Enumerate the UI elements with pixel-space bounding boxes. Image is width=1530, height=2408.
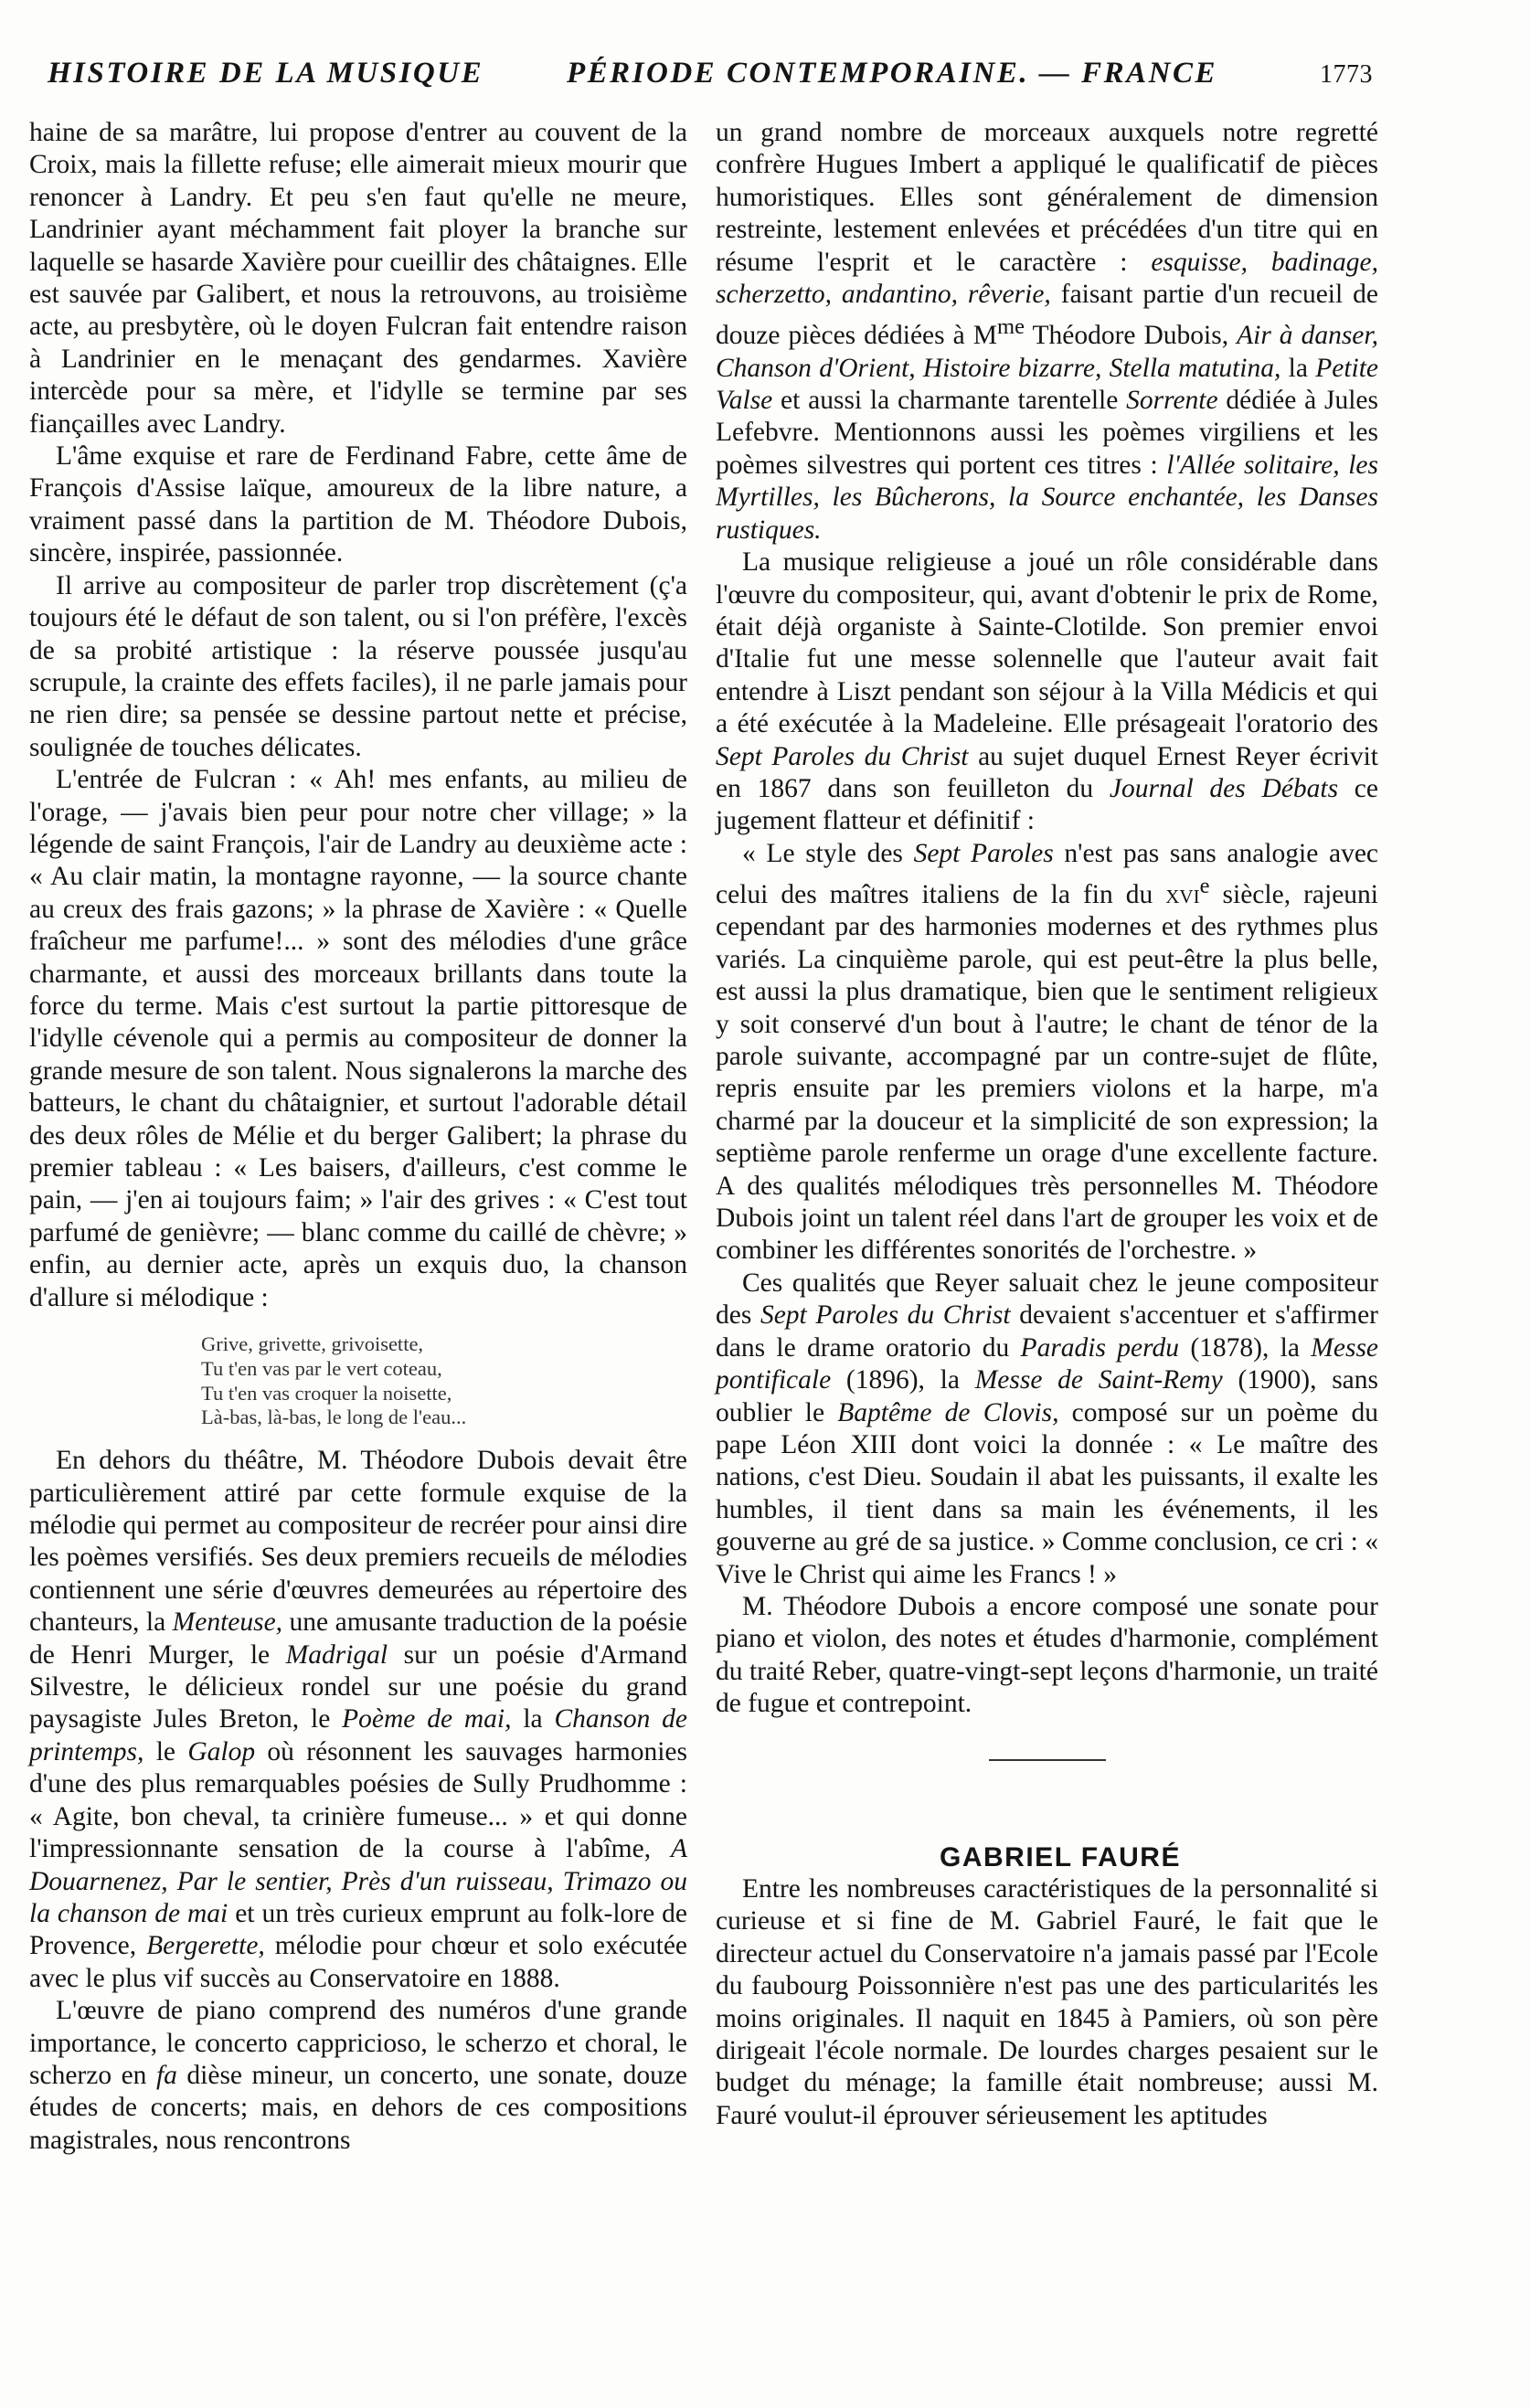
work-title: Sept Paroles du Christ (716, 741, 969, 771)
poem-quotation (201, 1332, 687, 1430)
work-title: Messe de Saint-Remy (974, 1365, 1223, 1395)
left-column (29, 117, 687, 2157)
work-title: Poème de mai, (342, 1704, 512, 1734)
work-title: Sorrente (1126, 386, 1218, 416)
right-column (716, 117, 1378, 2132)
work-title: Sept Paroles (913, 838, 1054, 868)
work-title: A Douarnenez, Par le sentier, Près d'un ruisseau, Trimazo ou la chanson de mai (29, 1834, 687, 1928)
work-title: Chanson de printemps, (29, 1704, 688, 1766)
paragraph: un grand nombre de morceaux auxquels notre regretté confrère Hugues Imbert a appliqué le qualificatif de pièces humoristiques. Elles sont généralement de dimension restreinte, lestement enlevées et précédées d'un titre qui en résume l'esprit et le caractère : esquisse, badinage, scherzetto, andantino, rêverie, faisant partie d'un recueil de douze pièces dédiées à $M^{me}$ Théodore Dubois, Air à danser, Chanson d'Orient, Histoire bizarre, Stella matutina, la Petite Valse et aussi la charmante tarentelle Sorrente dédiée à Jules Lefebvre. Mentionnons aussi les poèmes virgiliens et les poèmes silvestres qui portent ces titres : l'Allée solitaire, les Myrtilles, les Bûcherons, la Source enchantée, les Danses rustiques. (716, 118, 1378, 545)
header-section-title: PÉRIODE CONTEMPORAINE. — FRANCE (567, 57, 1217, 90)
work-title: Galop (187, 1736, 256, 1766)
running-header (48, 57, 1375, 99)
paragraph: La musique religieuse a joué un rôle considérable dans l'œuvre du compositeur, qui, avant d'obtenir le prix de Rome, était déjà organiste à Sainte-Clotilde. Son premier envoi d'Italie fut une messe solennelle que l'auteur avait fait entendre à Liszt pendant son séjour à la Villa Médicis et qui a été exécutée à la Madeleine. Elle présageait l'oratorio des Sept Paroles du Christ au sujet duquel Ernest Reyer écrivit en 1867 dans son feuilleton du Journal des Débats ce jugement flatteur et définitif : (716, 547, 1378, 836)
paragraph: En dehors du théâtre, M. Théodore Dubois devait être particulièrement attiré par cette formule exquise de la mélodie qui permet au compositeur de recréer pour ainsi dire les poèmes versifiés. Ses deux premiers recueils de mélodies contiennent une série d'œuvres demeurées au répertoire des chanteurs, la Menteuse, une amusante traduction de la poésie de Henri Murger, le Madrigal sur un poésie d'Armand Silvestre, le délicieux rondel sur une poésie du grand paysagiste Jules Breton, le Poème de mai, la Chanson de printemps, le Galop où résonnent les sauvages harmonies d'une des plus remarquables poésies de Sully Prudhomme : « Agite, bon cheval, ta crinière fumeuse... » et qui donne l'impressionnante sensation de la course à l'abîme, A Douarnenez, Par le sentier, Près d'un ruisseau, Trimazo ou la chanson de mai et un très curieux emprunt au folk-lore de Provence, Bergerette, mélodie pour chœur et solo exécutée avec le plus vif succès au Conservatoire en 1888. (29, 1446, 688, 1993)
paragraph: Ces qualités que Reyer saluait chez le jeune compositeur des Sept Paroles du Christ devaient s'accentuer et s'affirmer dans le drame oratorio du Paradis perdu (1878), la Messe pontificale (1896), la Messe de Saint-Remy (1900), sans oublier le Baptême de Clovis, composé sur un poème du pape Léon XIII dont voici la donnée : « Le maître des nations, c'est Dieu. Soudain il abat les puissants, il exalte les humbles, il tient dans sa main les événements, il les gouverne au gré de sa justice. » Comme conclusion, ce cri : « Vive le Christ qui aime les Francs ! » (716, 1268, 1379, 1589)
section-heading: GABRIEL FAURÉ (940, 1841, 1181, 1872)
work-title: Journal des Débats (1109, 773, 1339, 803)
work-title: Sept Paroles du Christ (760, 1300, 1011, 1331)
work-title: Paradis perdu (1020, 1332, 1180, 1363)
paragraph: L'âme exquise et rare de Ferdinand Fabre, cette âme de François d'Assise laïque, amoureux de la libre nature, a vraiment passé dans la partition de M. Théodore Dubois, sincère, inspirée, passionnée. (29, 441, 687, 568)
work-title: Baptême de Clovis, (837, 1397, 1059, 1427)
paragraph: Il arrive au compositeur de parler trop discrètement (ç'a toujours été le défaut de son talent, ou si l'on préfère, l'excès de sa probité artistique : la réserve poussée jusqu'au scrupule, la crainte des effets faciles), il ne parle jamais pour ne rien dire; sa pensée se dessine partout nette et précise, soulignée de touches délicates. (29, 570, 687, 762)
block-quotation: « Le style des Sept Paroles n'est pas sans analogie avec celui des maîtres italiens de la fin du xvi$^e$ siècle, rajeuni cependant par des harmonies modernes et des rythmes plus variés. La cinquième parole, qui est peut-être la plus belle, est aussi la plus dramatique, bien que le sentiment religieux y soit conservé d'un bout à l'autre; le chant de ténor de la parole suivante, accompagné par un contre-sujet de flûte, repris ensuite par les premiers violons et la harpe, m'a charmé par la douceur et la simplicité de son expression; la septième parole renferme un orage d'une excellente facture. A des qualités mélodiques très personnelles M. Théodore Dubois joint un talent réel dans l'art de grouper les voix et de combiner les différentes sonorités de l'orchestre. » (716, 838, 1379, 1266)
paragraph: M. Théodore Dubois a encore composé une sonate pour piano et violon, des notes et études d'harmonie, complément du traité Reber, quatre-vingt-sept leçons d'harmonie, un traité de fugue et contrepoint. (716, 1591, 1378, 1719)
header-book-title: HISTOIRE DE LA MUSIQUE (48, 57, 484, 90)
work-title: Messe pontificale (716, 1332, 1379, 1395)
paragraph: L'œuvre de piano comprend des numéros d'une grande importance, le concerto cappricioso, le scherzo et choral, le scherzo en fa dièse mineur, un concerto, une sonate, douze études de concerts; mais, en dehors de ces compositions magistrales, nous rencontrons (29, 1996, 688, 2155)
poem-line: Tu t'en vas par le vert coteau, (201, 1356, 442, 1380)
poem-line: Tu t'en vas croquer la noisette, (201, 1381, 452, 1405)
work-title: l'Allée solitaire, les Myrtilles, les Bûcherons, la Source enchantée, les Danses rustiques. (716, 450, 1378, 545)
paragraph: L'entrée de Fulcran : « Ah! mes enfants, au milieu de l'orage, — j'avais bien peur pour notre cher village; » la légende de saint François, l'air de Landry au deuxième acte : « Au clair matin, la montagne rayonne, — la source chante au creux des frais gazons; » la phrase de Xavière : « Quelle fraîcheur me parfume!... » sont des mélodies d'une grâce charmante, et aussi des morceaux brillants dans toute la force du terme. Mais c'est surtout la partie pittoresque de l'idylle cévenole qui a permis au compositeur de donner la grande mesure de son talent. Nous signalerons la marche des batteurs, le chant du châtaignier, et surtout l'adorable détail des deux rôles de Mélie et du berger Galibert; la phrase du premier tableau : « Les baisers, d'ailleurs, c'est comme le pain, — j'en ai toujours faim; » l'air des grives : « C'est tout parfumé de genièvre; — blanc comme du caillé de chèvre; » enfin, au dernier acte, après un exquis duo, la chanson d'allure si mélodique : (29, 765, 687, 1312)
page-number: 1773 (1320, 60, 1373, 89)
work-title: Petite Valse (716, 353, 1378, 416)
section-divider (989, 1759, 1106, 1761)
work-title: Menteuse, (172, 1607, 283, 1638)
work-title: Madrigal (285, 1639, 388, 1670)
work-title: esquisse, badinage, scherzetto, andantino, rêverie, (716, 247, 1378, 310)
poem-line: Grive, grivette, grivoisette, (201, 1332, 424, 1356)
paragraph: haine de sa marâtre, lui propose d'entrer au couvent de la Croix, mais la fillette refuse; elle aimerait mieux mourir que renoncer à Landry. Et peu s'en faut qu'elle ne meure, Landrinier ayant méchamment fait ployer la branche sur laquelle se hasarde Xavière pour cueillir des châtaignes. Elle est sauvée par Galibert, et nous la retrouvons, au troisième acte, au presbytère, où le doyen Fulcran fait entendre raison à Landrinier en le menaçant des gendarmes. Xavière intercède pour sa mère, et l'idylle se termine par ses fiançailles avec Landry. (29, 118, 687, 439)
work-title: Air à danser, Chanson d'Orient, Histoire bizarre, Stella matutina, (716, 321, 1378, 383)
paragraph: Entre les nombreuses caractéristiques de la personnalité si curieuse et si fine de M. Gabriel Fauré, le fait que le directeur actuel du Conservatoire n'a jamais passé par l'Ecole du faubourg Poissonnière n'est pas une des particularités les moins originales. Il naquit en 1845 à Pamiers, où son père dirigeait l'école normale. De lourdes charges pesaient sur le budget du ménage; la famille était nombreuse; aussi M. Fauré voulut-il éprouver sérieusement les aptitudes (716, 1873, 1378, 2130)
poem-line: Là-bas, là-bas, le long de l'eau... (201, 1406, 467, 1429)
work-title: Bergerette, (146, 1931, 265, 1961)
